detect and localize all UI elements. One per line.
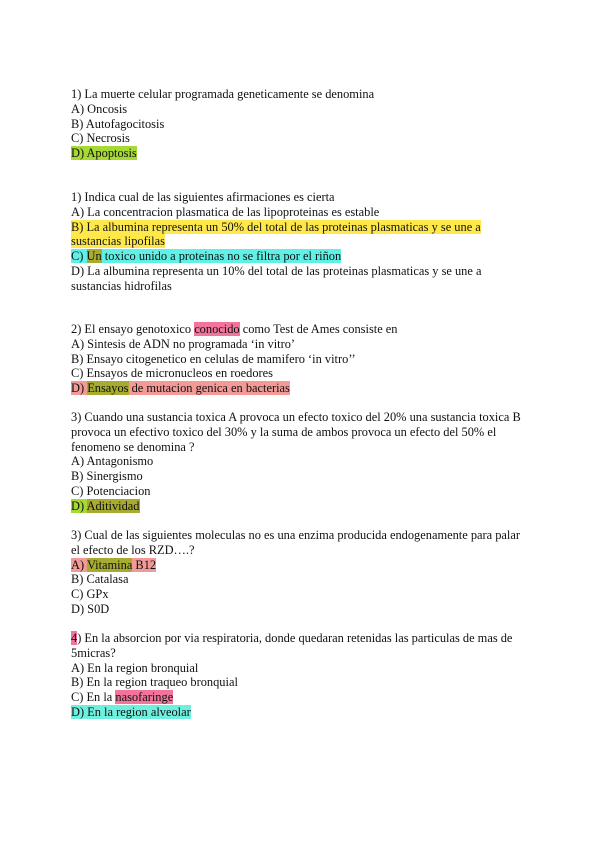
question-line2: el efecto de los RZD….? xyxy=(71,542,195,557)
question-1b xyxy=(71,190,531,294)
question-4 xyxy=(71,631,531,720)
option-c: C) Potenciacion xyxy=(71,483,151,498)
question-post: como Test de Ames consiste en xyxy=(239,322,398,336)
question-mark: conocido xyxy=(194,322,240,336)
option-c: C) Ensayos de micronucleos en roedores xyxy=(71,366,273,381)
option-b: B) Catalasa xyxy=(71,572,129,587)
option-d-highlighted xyxy=(71,499,140,513)
option-b-line1: B) La albumina representa un 50% del total de las proteinas plasmaticas y se une a xyxy=(71,219,481,234)
option-c-mark: Un xyxy=(86,249,102,264)
question-3b xyxy=(71,528,531,617)
option-a: A) La concentracion plasmatica de las lipoproteinas es estable xyxy=(71,204,380,219)
option-b-line2: sustancias lipofilas xyxy=(71,234,165,249)
option-a-highlighted xyxy=(71,558,156,572)
option-d-mark: Aditividad xyxy=(86,498,140,513)
option-b: B) Autofagocitosis xyxy=(71,116,165,131)
question-line1 xyxy=(71,631,531,646)
option-d-mark: Ensayos xyxy=(87,381,129,396)
question-3 xyxy=(71,410,531,514)
option-c-mark: nasofaringe xyxy=(115,690,174,705)
option-a: A) Oncosis xyxy=(71,101,128,116)
option-c-rest: toxico unido a proteinas no se filtra por el riñon xyxy=(101,249,342,264)
option-b: B) Ensayo citogenetico en celulas de mamifero ‘in vitro’’ xyxy=(71,351,356,366)
question-pre: 2) El ensayo genotoxico xyxy=(71,322,195,336)
option-d-highlighted: D) En la region alveolar xyxy=(71,704,191,719)
option-d-prefix: D) xyxy=(71,498,87,513)
option-d-line2: sustancias hidrofilas xyxy=(71,278,172,293)
question-text: 1) La muerte celular programada geneticamente se denomina xyxy=(71,87,375,101)
option-a: A) Sintesis de ADN no programada ‘in vitro’ xyxy=(71,336,296,351)
question-line2: 5micras? xyxy=(71,645,116,660)
option-a: A) Antagonismo xyxy=(71,454,154,469)
question-text xyxy=(71,322,531,337)
question-line3: fenomeno se denomina ? xyxy=(71,439,195,454)
question-2 xyxy=(71,322,531,396)
option-d-line1: D) La albumina representa un 10% del total de las proteinas plasmaticas y se une a xyxy=(71,263,482,278)
question-line2: provoca un efectivo toxico del 30% y la suma de ambos provoca un efecto del 50% el xyxy=(71,424,497,439)
option-a: A) En la region bronquial xyxy=(71,660,199,675)
option-c-highlighted xyxy=(71,249,341,263)
option-a-rest: B12 xyxy=(132,557,157,572)
option-a-mark: Vitamina xyxy=(86,557,133,572)
option-b: B) En la region traqueo bronquial xyxy=(71,675,238,690)
question-line1-rest: ) En la absorcion por via respiratoria, donde quedaran retenidas las particulas de mas de xyxy=(77,631,513,645)
option-c-prefix: C) xyxy=(71,249,87,264)
option-c: C) Necrosis xyxy=(71,131,130,146)
option-c xyxy=(71,690,531,705)
option-b: B) Sinergismo xyxy=(71,469,143,484)
option-a-prefix: A) xyxy=(71,557,87,572)
option-d-highlighted xyxy=(71,381,290,395)
option-d: D) S0D xyxy=(71,601,110,616)
question-1 xyxy=(71,87,531,161)
question-line1: 3) Cuando una sustancia toxica A provoca un efecto toxico del 20% una sustancia toxica B xyxy=(71,410,521,424)
option-d-prefix: D) xyxy=(71,381,88,396)
question-text: 1) Indica cual de las siguientes afirmaciones es cierta xyxy=(71,190,335,204)
option-c: C) GPx xyxy=(71,587,109,602)
option-c-prefix: C) En la xyxy=(71,690,116,705)
question-number: 4 xyxy=(71,631,78,645)
option-d-highlighted: D) Apoptosis xyxy=(71,146,137,161)
question-line1: 3) Cual de las siguientes moleculas no es una enzima producida endogenamente para palar xyxy=(71,528,520,542)
option-d-rest: de mutacion genica en bacterias xyxy=(128,381,290,396)
